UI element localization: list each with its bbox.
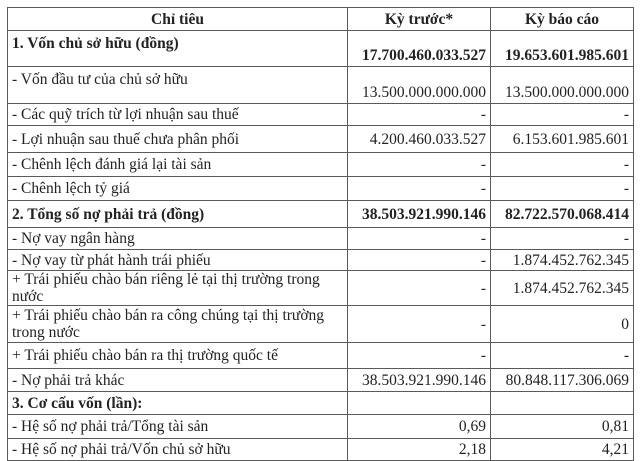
- row-curr-value: [491, 392, 634, 415]
- header-current-period: Kỳ báo cáo: [491, 8, 634, 31]
- row-prev-value: -: [348, 271, 491, 306]
- row-label: + Trái phiếu chào bán ra công chúng tại thị trường trong nước: [8, 306, 348, 343]
- table-row: [8, 104, 634, 126]
- table-row: [8, 306, 634, 343]
- row-curr-value: 0: [491, 306, 634, 343]
- row-prev-value: -: [348, 104, 491, 126]
- row-label: - Chênh lệch đánh giá lại tài sản: [8, 153, 348, 177]
- row-curr-value: 1.874.452.762.345: [491, 250, 634, 271]
- row-prev-value: 38.503.921.990.146: [348, 201, 491, 228]
- row-prev-value: 4.200.460.033.527: [348, 126, 491, 153]
- row-prev-value: -: [348, 306, 491, 343]
- row-label: 2. Tổng số nợ phải trả (đồng): [8, 201, 348, 228]
- row-curr-value: -: [491, 153, 634, 177]
- row-label: 3. Cơ cấu vốn (lần):: [8, 392, 348, 415]
- row-prev-value: 17.700.460.033.527: [348, 31, 491, 67]
- table-row: [8, 343, 634, 369]
- row-prev-value: -: [348, 153, 491, 177]
- row-label: - Các quỹ trích từ lợi nhuận sau thuế: [8, 104, 348, 126]
- row-curr-value: 19.653.601.985.601: [491, 31, 634, 67]
- row-label: + Trái phiếu chào bán riêng lẻ tại thị trường trong nước: [8, 271, 348, 306]
- table-row: [8, 250, 634, 271]
- table-row-equity: [8, 31, 634, 67]
- header-row: [8, 8, 634, 31]
- row-curr-value: 82.722.570.068.414: [491, 201, 634, 228]
- row-prev-value: -: [348, 228, 491, 250]
- row-prev-value: -: [348, 250, 491, 271]
- row-curr-value: -: [491, 104, 634, 126]
- row-label: - Chênh lệch tỷ giá: [8, 177, 348, 201]
- row-prev-value: -: [348, 177, 491, 201]
- row-curr-value: -: [491, 177, 634, 201]
- financial-table: [7, 7, 634, 461]
- table-row: [8, 67, 634, 104]
- row-prev-value: [348, 392, 491, 415]
- row-prev-value: -: [348, 343, 491, 369]
- row-prev-value: 0,69: [348, 415, 491, 439]
- row-prev-value: 2,18: [348, 439, 491, 461]
- table-row: [8, 177, 634, 201]
- row-label: - Hệ số nợ phải trả/Tổng tài sản: [8, 415, 348, 439]
- table-row: [8, 439, 634, 461]
- table-row-capital-structure: [8, 392, 634, 415]
- table-row: [8, 415, 634, 439]
- row-label: + Trái phiếu chào bán ra thị trường quốc tế: [8, 343, 348, 369]
- row-label: - Nợ vay ngân hàng: [8, 228, 348, 250]
- table-row: [8, 369, 634, 392]
- table-row: [8, 153, 634, 177]
- row-curr-value: 6.153.601.985.601: [491, 126, 634, 153]
- row-label: - Lợi nhuận sau thuế chưa phân phối: [8, 126, 348, 153]
- table-row: [8, 271, 634, 306]
- row-curr-value: 0,81: [491, 415, 634, 439]
- row-label: - Hệ số nợ phải trả/Vốn chủ sở hữu: [8, 439, 348, 461]
- row-curr-value: -: [491, 228, 634, 250]
- row-curr-value: 4,21: [491, 439, 634, 461]
- row-label: 1. Vốn chủ sở hữu (đồng): [8, 31, 348, 67]
- row-label: - Nợ vay từ phát hành trái phiếu: [8, 250, 348, 271]
- row-curr-value: 1.874.452.762.345: [491, 271, 634, 306]
- table-row: [8, 126, 634, 153]
- row-label: - Vốn đầu tư của chủ sở hữu: [8, 67, 348, 104]
- row-curr-value: 80.848.117.306.069: [491, 369, 634, 392]
- header-indicator: Chỉ tiêu: [8, 8, 348, 31]
- row-prev-value: 38.503.921.990.146: [348, 369, 491, 392]
- header-previous-period: Kỳ trước*: [348, 8, 491, 31]
- table-row-liabilities: [8, 201, 634, 228]
- row-curr-value: 13.500.000.000.000: [491, 67, 634, 104]
- row-curr-value: -: [491, 343, 634, 369]
- table-row: [8, 228, 634, 250]
- row-prev-value: 13.500.000.000.000: [348, 67, 491, 104]
- row-label: - Nợ phải trả khác: [8, 369, 348, 392]
